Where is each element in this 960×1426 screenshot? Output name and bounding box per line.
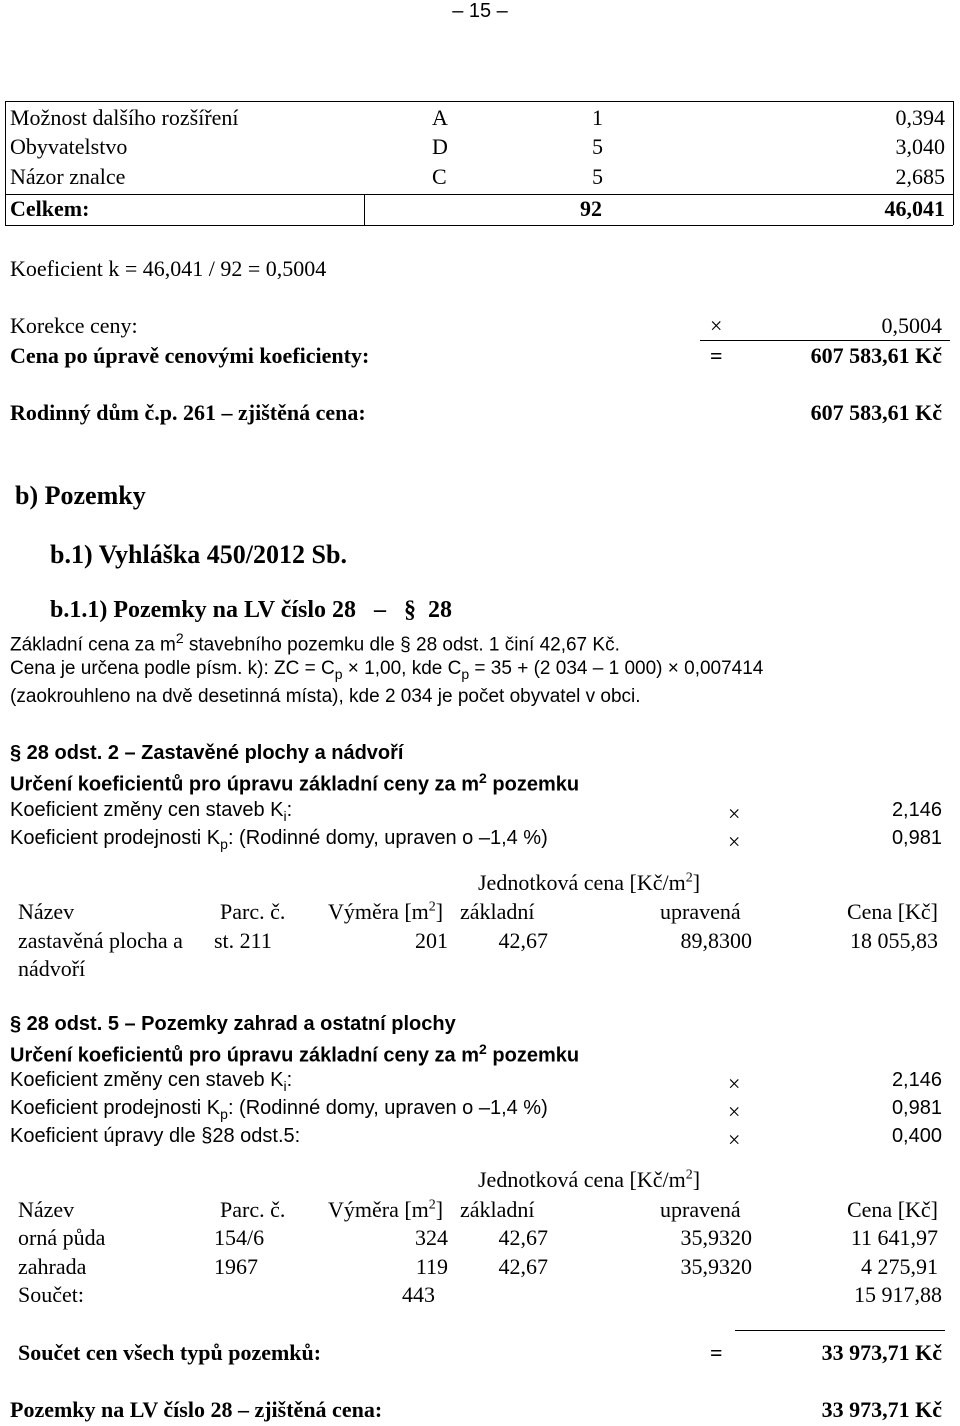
col-header-price: Cena [Kč] bbox=[846, 899, 938, 924]
coef-label: Koeficient prodejnosti $K_p$: (Rodinné domy, upraven o –1,4 %) bbox=[10, 827, 548, 852]
subsection-title: § 28 odst. 5 – Pozemky zahrad a ostatní plochy bbox=[10, 1013, 456, 1035]
row-area: 119 bbox=[415, 1254, 448, 1279]
row-name: nádvoří bbox=[18, 956, 86, 981]
coef-heading: Určení koeficientů pro úpravu základní ceny za $m^2$ pozemku bbox=[10, 770, 580, 796]
coef-label: Koeficient prodejnosti $K_p$: (Rodinné domy, upraven o –1,4 %) bbox=[10, 1097, 548, 1122]
final-price-value: 33 973,71 Kč bbox=[821, 1397, 942, 1422]
row-name: zahrada bbox=[18, 1254, 87, 1279]
row-price: 11 641,97 bbox=[850, 1225, 938, 1250]
multiply-sign: × bbox=[710, 313, 723, 338]
row-basic: 42,67 bbox=[498, 1254, 548, 1279]
multiply-sign: × bbox=[728, 801, 741, 826]
section-heading: b.1) Vyhláška 450/2012 Sb. bbox=[50, 540, 347, 569]
coef-label: Koeficient změny cen staveb $K_i$: bbox=[10, 799, 293, 824]
coef-label: Koeficient změny cen staveb $K_i$: bbox=[10, 1069, 293, 1094]
total-all-value: 33 973,71 Kč bbox=[821, 1340, 942, 1365]
sum-area: 443 bbox=[402, 1282, 435, 1307]
price-correction-value: 0,5004 bbox=[881, 313, 942, 338]
coef-value: 0,981 bbox=[891, 1097, 942, 1119]
row-adjusted: 35,9320 bbox=[680, 1225, 752, 1250]
col-header-name: Název bbox=[18, 899, 75, 924]
row-area: 201 bbox=[415, 928, 448, 953]
sum-label: Součet: bbox=[18, 1282, 84, 1307]
row-price: 4 275,91 bbox=[861, 1254, 938, 1279]
final-price-label: Pozemky na LV číslo 28 – zjištěná cena: bbox=[10, 1397, 383, 1422]
section-heading: b) Pozemky bbox=[15, 481, 146, 510]
rating-grade: C bbox=[432, 164, 447, 189]
col-header-area: Výměra $[m^2]$ bbox=[328, 899, 444, 924]
rating-name: Názor znalce bbox=[10, 164, 126, 189]
row-adjusted: 89,8300 bbox=[680, 928, 752, 953]
coef-value: 0,400 bbox=[891, 1125, 942, 1147]
section-heading: b.1.1) Pozemky na LV číslo 28 – § 28 bbox=[50, 597, 453, 623]
coef-value: 2,146 bbox=[891, 799, 942, 821]
row-name: orná půda bbox=[18, 1225, 106, 1250]
row-parcel: st. 211 bbox=[214, 928, 272, 953]
col-header-basic: základní bbox=[460, 899, 535, 924]
rating-weight: 5 bbox=[592, 164, 603, 189]
subsection-title: § 28 odst. 2 – Zastavěné plochy a nádvoří bbox=[10, 742, 404, 764]
row-price: 18 055,83 bbox=[850, 928, 938, 953]
rating-value: 0,394 bbox=[895, 105, 945, 130]
coef-heading: Určení koeficientů pro úpravu základní ceny za $m^2$ pozemku bbox=[10, 1041, 580, 1067]
row-parcel: 1967 bbox=[214, 1254, 258, 1279]
unit-price-header: Jednotková cena $[Kč/m^2]$ bbox=[478, 870, 701, 895]
row-parcel: 154/6 bbox=[214, 1225, 265, 1250]
house-price-label: Rodinný dům č.p. 261 – zjištěná cena: bbox=[10, 400, 366, 425]
multiply-sign: × bbox=[728, 1071, 741, 1096]
base-price-line: (zaokrouhleno na dvě desetinná místa), kde 2 034 je počet obyvatel v obci. bbox=[10, 686, 641, 707]
house-price-value: 607 583,61 Kč bbox=[810, 400, 942, 425]
base-price-line: Základní cena za $m^2$ stavebního pozemku dle § 28 odst. 1 činí 42,67 Kč. bbox=[10, 630, 620, 656]
sum-price: 15 917,88 bbox=[854, 1282, 942, 1307]
coef-value: 0,981 bbox=[891, 827, 942, 849]
row-basic: 42,67 bbox=[498, 928, 548, 953]
rating-total-value: 46,041 bbox=[884, 196, 945, 221]
rating-name: Možnost dalšího rozšíření bbox=[10, 105, 239, 130]
rating-grade: A bbox=[432, 105, 448, 130]
col-header-area: Výměra $[m^2]$ bbox=[328, 1197, 444, 1222]
col-header-adjusted: upravená bbox=[660, 1197, 741, 1222]
rating-total-label: Celkem: bbox=[10, 196, 90, 221]
rating-weight: 5 bbox=[592, 134, 603, 159]
col-header-name: Název bbox=[18, 1197, 75, 1222]
multiply-sign: × bbox=[728, 1099, 741, 1124]
rating-total-weight: 92 bbox=[580, 196, 602, 221]
unit-price-header: Jednotková cena $[Kč/m^2]$ bbox=[478, 1167, 701, 1192]
adjusted-price-value: 607 583,61 Kč bbox=[810, 343, 942, 368]
col-header-parcel: Parc. č. bbox=[220, 899, 286, 924]
rating-value: 3,040 bbox=[895, 134, 945, 159]
col-header-price: Cena [Kč] bbox=[846, 1197, 938, 1222]
rating-name: Obyvatelstvo bbox=[10, 134, 128, 159]
row-adjusted: 35,9320 bbox=[680, 1254, 752, 1279]
total-all-label: Součet cen všech typů pozemků: bbox=[18, 1340, 322, 1365]
multiply-sign: × bbox=[728, 1127, 741, 1152]
multiply-sign: × bbox=[728, 829, 741, 854]
col-header-adjusted: upravená bbox=[660, 899, 741, 924]
row-name: zastavěná plocha a bbox=[18, 928, 183, 953]
coef-value: 2,146 bbox=[891, 1069, 942, 1091]
col-header-parcel: Parc. č. bbox=[220, 1197, 286, 1222]
rating-weight: 1 bbox=[592, 105, 603, 130]
rating-value: 2,685 bbox=[895, 164, 945, 189]
base-price-line: Cena je určena podle písm. k): ZC = $C_p \times 1,00$, kde $C_p = 35 + (2$ 034 – 1 000) × 0,007414 bbox=[10, 658, 764, 682]
coef-label: Koeficient úpravy dle §28 odst.5: bbox=[10, 1125, 301, 1147]
equals-sign: = bbox=[710, 343, 723, 368]
row-area: 324 bbox=[415, 1225, 448, 1250]
col-header-basic: základní bbox=[460, 1197, 535, 1222]
rating-grade: D bbox=[432, 134, 448, 159]
price-correction-label: Korekce ceny: bbox=[10, 313, 138, 338]
row-basic: 42,67 bbox=[498, 1225, 548, 1250]
adjusted-price-label: Cena po úpravě cenovými koeficienty: bbox=[10, 343, 370, 368]
equals-sign: = bbox=[710, 1340, 723, 1365]
coefficient-k: Koeficient k = 46,041 / 92 = 0,5004 bbox=[10, 256, 327, 281]
page-number: – 15 – bbox=[452, 0, 508, 22]
